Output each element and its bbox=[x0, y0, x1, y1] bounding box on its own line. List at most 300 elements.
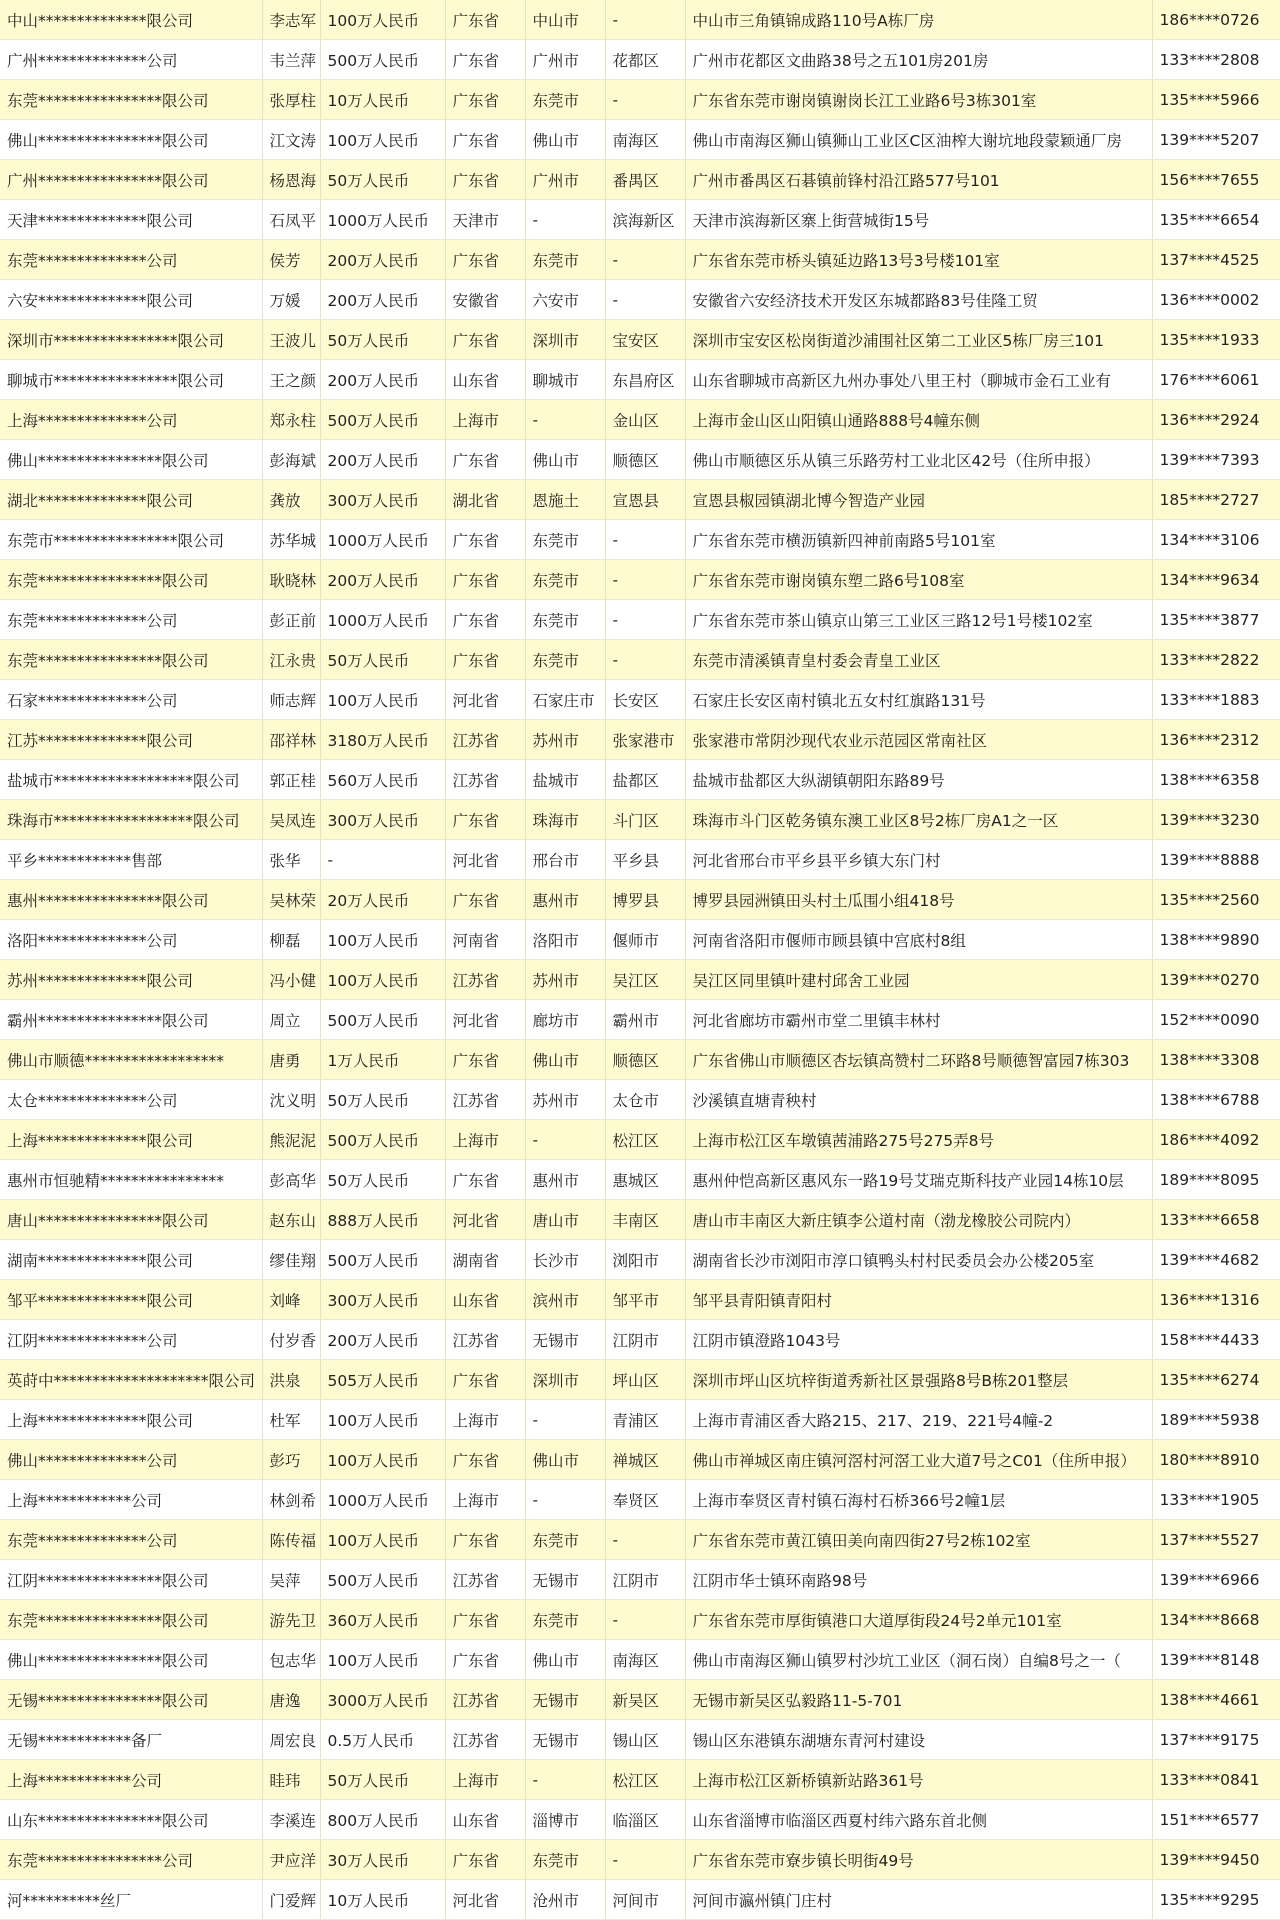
city-cell: 六安市 bbox=[525, 280, 605, 320]
company-name-cell: 山东****************限公司 bbox=[0, 1800, 262, 1840]
city-cell: - bbox=[525, 1480, 605, 1520]
phone-cell: 156****7655 bbox=[1152, 160, 1280, 200]
city-cell: 苏州市 bbox=[525, 960, 605, 1000]
address-cell: 河南省洛阳市偃师市顾县镇中宫底村8组 bbox=[685, 920, 1152, 960]
province-cell: 广东省 bbox=[445, 640, 525, 680]
phone-cell: 134****8668 bbox=[1152, 1600, 1280, 1640]
contact-name-cell: 柳磊 bbox=[262, 920, 320, 960]
phone-cell: 137****4525 bbox=[1152, 240, 1280, 280]
table-row bbox=[0, 1440, 1280, 1480]
city-cell: 无锡市 bbox=[525, 1720, 605, 1760]
company-name-cell: 佛山****************限公司 bbox=[0, 1640, 262, 1680]
table-row bbox=[0, 1520, 1280, 1560]
address-cell: 河北省廊坊市霸州市堂二里镇丰林村 bbox=[685, 1000, 1152, 1040]
district-cell: 松江区 bbox=[605, 1120, 685, 1160]
company-name-cell: 东莞**************公司 bbox=[0, 240, 262, 280]
district-cell: 丰南区 bbox=[605, 1200, 685, 1240]
registered-capital-cell: 200万人民币 bbox=[320, 360, 445, 400]
company-name-cell: 聊城市****************限公司 bbox=[0, 360, 262, 400]
city-cell: 廊坊市 bbox=[525, 1000, 605, 1040]
company-name-cell: 盐城市******************限公司 bbox=[0, 760, 262, 800]
company-name-cell: 中山**************限公司 bbox=[0, 0, 262, 40]
table-row bbox=[0, 280, 1280, 320]
province-cell: 河南省 bbox=[445, 920, 525, 960]
district-cell: 惠城区 bbox=[605, 1160, 685, 1200]
contact-name-cell: 李志军 bbox=[262, 0, 320, 40]
province-cell: 江苏省 bbox=[445, 1680, 525, 1720]
registered-capital-cell: 1000万人民币 bbox=[320, 200, 445, 240]
phone-cell: 139****4682 bbox=[1152, 1240, 1280, 1280]
phone-cell: 133****0841 bbox=[1152, 1760, 1280, 1800]
table-row bbox=[0, 240, 1280, 280]
registered-capital-cell: 200万人民币 bbox=[320, 560, 445, 600]
company-name-cell: 惠州市恒驰精**************** bbox=[0, 1160, 262, 1200]
company-name-cell: 深圳市****************限公司 bbox=[0, 320, 262, 360]
table-row bbox=[0, 1640, 1280, 1680]
company-name-cell: 上海**************限公司 bbox=[0, 1400, 262, 1440]
contact-name-cell: 林剑希 bbox=[262, 1480, 320, 1520]
city-cell: 珠海市 bbox=[525, 800, 605, 840]
district-cell: 太仓市 bbox=[605, 1080, 685, 1120]
province-cell: 江苏省 bbox=[445, 760, 525, 800]
registered-capital-cell: 100万人民币 bbox=[320, 1440, 445, 1480]
city-cell: 聊城市 bbox=[525, 360, 605, 400]
phone-cell: 189****5938 bbox=[1152, 1400, 1280, 1440]
phone-cell: 136****2312 bbox=[1152, 720, 1280, 760]
province-cell: 广东省 bbox=[445, 1600, 525, 1640]
table-row bbox=[0, 320, 1280, 360]
province-cell: 天津市 bbox=[445, 200, 525, 240]
address-cell: 吴江区同里镇叶建村邱舍工业园 bbox=[685, 960, 1152, 1000]
table-row bbox=[0, 160, 1280, 200]
company-name-cell: 珠海市******************限公司 bbox=[0, 800, 262, 840]
phone-cell: 139****3230 bbox=[1152, 800, 1280, 840]
table-row bbox=[0, 520, 1280, 560]
address-cell: 江阴市镇澄路1043号 bbox=[685, 1320, 1152, 1360]
phone-cell: 135****3877 bbox=[1152, 600, 1280, 640]
company-name-cell: 上海************公司 bbox=[0, 1760, 262, 1800]
company-name-cell: 唐山****************限公司 bbox=[0, 1200, 262, 1240]
company-name-cell: 东莞****************公司 bbox=[0, 1840, 262, 1880]
address-cell: 山东省淄博市临淄区西夏村纬六路东首北侧 bbox=[685, 1800, 1152, 1840]
registered-capital-cell: 200万人民币 bbox=[320, 280, 445, 320]
registered-capital-cell: 10万人民币 bbox=[320, 1880, 445, 1920]
city-cell: 唐山市 bbox=[525, 1200, 605, 1240]
city-cell: - bbox=[525, 1400, 605, 1440]
company-name-cell: 平乡************售部 bbox=[0, 840, 262, 880]
province-cell: 广东省 bbox=[445, 320, 525, 360]
address-cell: 广东省东莞市黄江镇田美向南四街27号2栋102室 bbox=[685, 1520, 1152, 1560]
registered-capital-cell: 300万人民币 bbox=[320, 800, 445, 840]
district-cell: - bbox=[605, 280, 685, 320]
city-cell: 无锡市 bbox=[525, 1680, 605, 1720]
province-cell: 上海市 bbox=[445, 1760, 525, 1800]
phone-cell: 135****6274 bbox=[1152, 1360, 1280, 1400]
contact-name-cell: 付岁香 bbox=[262, 1320, 320, 1360]
table-row bbox=[0, 640, 1280, 680]
contact-name-cell: 杜军 bbox=[262, 1400, 320, 1440]
registered-capital-cell: 50万人民币 bbox=[320, 1160, 445, 1200]
address-cell: 珠海市斗门区乾务镇东澳工业区8号2栋厂房A1之一区 bbox=[685, 800, 1152, 840]
city-cell: - bbox=[525, 1760, 605, 1800]
city-cell: 长沙市 bbox=[525, 1240, 605, 1280]
contact-name-cell: 眭玮 bbox=[262, 1760, 320, 1800]
district-cell: - bbox=[605, 560, 685, 600]
province-cell: 安徽省 bbox=[445, 280, 525, 320]
city-cell: 苏州市 bbox=[525, 1080, 605, 1120]
table-row bbox=[0, 680, 1280, 720]
table-row bbox=[0, 760, 1280, 800]
company-name-cell: 湖南**************限公司 bbox=[0, 1240, 262, 1280]
province-cell: 江苏省 bbox=[445, 1080, 525, 1120]
district-cell: 花都区 bbox=[605, 40, 685, 80]
table-row bbox=[0, 1720, 1280, 1760]
district-cell: 新吴区 bbox=[605, 1680, 685, 1720]
contact-name-cell: 师志辉 bbox=[262, 680, 320, 720]
province-cell: 上海市 bbox=[445, 1120, 525, 1160]
address-cell: 佛山市南海区狮山镇罗村沙坑工业区（洞石岗）自编8号之一（ bbox=[685, 1640, 1152, 1680]
city-cell: 东莞市 bbox=[525, 520, 605, 560]
phone-cell: 189****8095 bbox=[1152, 1160, 1280, 1200]
contact-name-cell: 彭海斌 bbox=[262, 440, 320, 480]
district-cell: 顺德区 bbox=[605, 1040, 685, 1080]
contact-name-cell: 沈义明 bbox=[262, 1080, 320, 1120]
table-row bbox=[0, 1040, 1280, 1080]
contact-name-cell: 赵东山 bbox=[262, 1200, 320, 1240]
table-row bbox=[0, 800, 1280, 840]
table-row bbox=[0, 1080, 1280, 1120]
company-name-cell: 广州****************限公司 bbox=[0, 160, 262, 200]
phone-cell: 133****6658 bbox=[1152, 1200, 1280, 1240]
province-cell: 广东省 bbox=[445, 1520, 525, 1560]
phone-cell: 152****0090 bbox=[1152, 1000, 1280, 1040]
address-cell: 东莞市清溪镇青皇村委会青皇工业区 bbox=[685, 640, 1152, 680]
table-row bbox=[0, 0, 1280, 40]
address-cell: 无锡市新吴区弘毅路11-5-701 bbox=[685, 1680, 1152, 1720]
city-cell: 邢台市 bbox=[525, 840, 605, 880]
province-cell: 广东省 bbox=[445, 1440, 525, 1480]
company-name-cell: 英莳中********************限公司 bbox=[0, 1360, 262, 1400]
contact-name-cell: 门爱辉 bbox=[262, 1880, 320, 1920]
registered-capital-cell: 50万人民币 bbox=[320, 1760, 445, 1800]
company-name-cell: 无锡************备厂 bbox=[0, 1720, 262, 1760]
province-cell: 广东省 bbox=[445, 1160, 525, 1200]
registered-capital-cell: 500万人民币 bbox=[320, 400, 445, 440]
province-cell: 广东省 bbox=[445, 120, 525, 160]
contact-name-cell: 邵祥林 bbox=[262, 720, 320, 760]
registered-capital-cell: 50万人民币 bbox=[320, 320, 445, 360]
province-cell: 山东省 bbox=[445, 1800, 525, 1840]
address-cell: 中山市三角镇锦成路110号A栋厂房 bbox=[685, 0, 1152, 40]
city-cell: 沧州市 bbox=[525, 1880, 605, 1920]
district-cell: 斗门区 bbox=[605, 800, 685, 840]
address-cell: 沙溪镇直塘青秧村 bbox=[685, 1080, 1152, 1120]
phone-cell: 136****2924 bbox=[1152, 400, 1280, 440]
registered-capital-cell: 100万人民币 bbox=[320, 960, 445, 1000]
district-cell: 宣恩县 bbox=[605, 480, 685, 520]
province-cell: 广东省 bbox=[445, 800, 525, 840]
company-name-cell: 霸州****************限公司 bbox=[0, 1000, 262, 1040]
phone-cell: 134****9634 bbox=[1152, 560, 1280, 600]
table-row bbox=[0, 1880, 1280, 1920]
registered-capital-cell: 3000万人民币 bbox=[320, 1680, 445, 1720]
table-row bbox=[0, 1320, 1280, 1360]
city-cell: 东莞市 bbox=[525, 240, 605, 280]
phone-cell: 139****9450 bbox=[1152, 1840, 1280, 1880]
registered-capital-cell: 360万人民币 bbox=[320, 1600, 445, 1640]
district-cell: - bbox=[605, 240, 685, 280]
city-cell: 无锡市 bbox=[525, 1320, 605, 1360]
registered-capital-cell: - bbox=[320, 840, 445, 880]
table-row bbox=[0, 1120, 1280, 1160]
registered-capital-cell: 1000万人民币 bbox=[320, 1480, 445, 1520]
district-cell: 江阴市 bbox=[605, 1560, 685, 1600]
address-cell: 佛山市顺德区乐从镇三乐路劳村工业北区42号（住所申报） bbox=[685, 440, 1152, 480]
district-cell: 吴江区 bbox=[605, 960, 685, 1000]
contact-name-cell: 苏华城 bbox=[262, 520, 320, 560]
province-cell: 上海市 bbox=[445, 400, 525, 440]
phone-cell: 135****6654 bbox=[1152, 200, 1280, 240]
phone-cell: 151****6577 bbox=[1152, 1800, 1280, 1840]
district-cell: 邹平市 bbox=[605, 1280, 685, 1320]
district-cell: 青浦区 bbox=[605, 1400, 685, 1440]
address-cell: 广州市番禺区石碁镇前锋村沿江路577号101 bbox=[685, 160, 1152, 200]
province-cell: 湖北省 bbox=[445, 480, 525, 520]
address-cell: 唐山市丰南区大新庄镇李公道村南（渤龙橡胶公司院内） bbox=[685, 1200, 1152, 1240]
contact-name-cell: 唐勇 bbox=[262, 1040, 320, 1080]
district-cell: - bbox=[605, 80, 685, 120]
contact-name-cell: 缪佳翔 bbox=[262, 1240, 320, 1280]
registered-capital-cell: 50万人民币 bbox=[320, 160, 445, 200]
table-row bbox=[0, 1160, 1280, 1200]
province-cell: 广东省 bbox=[445, 1360, 525, 1400]
address-cell: 广东省东莞市寮步镇长明街49号 bbox=[685, 1840, 1152, 1880]
address-cell: 上海市松江区车墩镇茜浦路275号275弄8号 bbox=[685, 1120, 1152, 1160]
company-name-cell: 东莞****************限公司 bbox=[0, 560, 262, 600]
address-cell: 广东省东莞市谢岗镇谢岗长江工业路6号3栋301室 bbox=[685, 80, 1152, 120]
city-cell: 佛山市 bbox=[525, 1640, 605, 1680]
city-cell: 惠州市 bbox=[525, 880, 605, 920]
registered-capital-cell: 300万人民币 bbox=[320, 1280, 445, 1320]
district-cell: 张家港市 bbox=[605, 720, 685, 760]
phone-cell: 133****2822 bbox=[1152, 640, 1280, 680]
company-name-cell: 东莞**************公司 bbox=[0, 1520, 262, 1560]
contact-name-cell: 彭高华 bbox=[262, 1160, 320, 1200]
company-name-cell: 佛山****************限公司 bbox=[0, 440, 262, 480]
address-cell: 广东省东莞市横沥镇新四神前南路5号101室 bbox=[685, 520, 1152, 560]
city-cell: 洛阳市 bbox=[525, 920, 605, 960]
city-cell: 佛山市 bbox=[525, 1040, 605, 1080]
registered-capital-cell: 300万人民币 bbox=[320, 480, 445, 520]
phone-cell: 138****3308 bbox=[1152, 1040, 1280, 1080]
company-name-cell: 广州**************公司 bbox=[0, 40, 262, 80]
province-cell: 江苏省 bbox=[445, 960, 525, 1000]
phone-cell: 133****2808 bbox=[1152, 40, 1280, 80]
province-cell: 上海市 bbox=[445, 1480, 525, 1520]
address-cell: 广东省佛山市顺德区杏坛镇高赞村二环路8号顺德智富园7栋303 bbox=[685, 1040, 1152, 1080]
company-name-cell: 上海**************公司 bbox=[0, 400, 262, 440]
province-cell: 湖南省 bbox=[445, 1240, 525, 1280]
table-row bbox=[0, 1240, 1280, 1280]
district-cell: 锡山区 bbox=[605, 1720, 685, 1760]
company-name-cell: 江阴****************限公司 bbox=[0, 1560, 262, 1600]
city-cell: 佛山市 bbox=[525, 120, 605, 160]
company-name-cell: 惠州****************限公司 bbox=[0, 880, 262, 920]
company-name-cell: 河**********丝厂 bbox=[0, 1880, 262, 1920]
address-cell: 山东省聊城市高新区九州办事处八里王村（聊城市金石工业有 bbox=[685, 360, 1152, 400]
company-name-cell: 天津**************限公司 bbox=[0, 200, 262, 240]
address-cell: 张家港市常阴沙现代农业示范园区常南社区 bbox=[685, 720, 1152, 760]
city-cell: 广州市 bbox=[525, 40, 605, 80]
phone-cell: 138****4661 bbox=[1152, 1680, 1280, 1720]
city-cell: 深圳市 bbox=[525, 1360, 605, 1400]
table-row bbox=[0, 1200, 1280, 1240]
phone-cell: 176****6061 bbox=[1152, 360, 1280, 400]
contact-name-cell: 江永贵 bbox=[262, 640, 320, 680]
city-cell: 盐城市 bbox=[525, 760, 605, 800]
table-row bbox=[0, 920, 1280, 960]
registered-capital-cell: 30万人民币 bbox=[320, 1840, 445, 1880]
district-cell: - bbox=[605, 1600, 685, 1640]
province-cell: 广东省 bbox=[445, 880, 525, 920]
province-cell: 河北省 bbox=[445, 1000, 525, 1040]
table-row bbox=[0, 1560, 1280, 1600]
district-cell: 长安区 bbox=[605, 680, 685, 720]
district-cell: 河间市 bbox=[605, 1880, 685, 1920]
phone-cell: 158****4433 bbox=[1152, 1320, 1280, 1360]
district-cell: 滨海新区 bbox=[605, 200, 685, 240]
table-row bbox=[0, 200, 1280, 240]
company-name-cell: 六安**************限公司 bbox=[0, 280, 262, 320]
company-name-cell: 东莞****************限公司 bbox=[0, 1600, 262, 1640]
contact-name-cell: 尹应洋 bbox=[262, 1840, 320, 1880]
address-cell: 深圳市坪山区坑梓街道秀新社区景强路8号B栋201整层 bbox=[685, 1360, 1152, 1400]
city-cell: 广州市 bbox=[525, 160, 605, 200]
district-cell: - bbox=[605, 1520, 685, 1560]
registered-capital-cell: 888万人民币 bbox=[320, 1200, 445, 1240]
province-cell: 山东省 bbox=[445, 360, 525, 400]
company-name-cell: 石家**************公司 bbox=[0, 680, 262, 720]
registered-capital-cell: 560万人民币 bbox=[320, 760, 445, 800]
registered-capital-cell: 0.5万人民币 bbox=[320, 1720, 445, 1760]
address-cell: 广州市花都区文曲路38号之五101房201房 bbox=[685, 40, 1152, 80]
province-cell: 河北省 bbox=[445, 840, 525, 880]
address-cell: 博罗县园洲镇田头村土瓜围小组418号 bbox=[685, 880, 1152, 920]
address-cell: 盐城市盐都区大纵湖镇朝阳东路89号 bbox=[685, 760, 1152, 800]
registered-capital-cell: 200万人民币 bbox=[320, 1320, 445, 1360]
phone-cell: 135****2560 bbox=[1152, 880, 1280, 920]
contact-name-cell: 耿晓林 bbox=[262, 560, 320, 600]
registered-capital-cell: 500万人民币 bbox=[320, 1240, 445, 1280]
district-cell: - bbox=[605, 600, 685, 640]
registered-capital-cell: 50万人民币 bbox=[320, 1080, 445, 1120]
company-name-cell: 佛山**************公司 bbox=[0, 1440, 262, 1480]
contact-name-cell: 周宏良 bbox=[262, 1720, 320, 1760]
district-cell: 禅城区 bbox=[605, 1440, 685, 1480]
city-cell: 惠州市 bbox=[525, 1160, 605, 1200]
address-cell: 深圳市宝安区松岗街道沙浦围社区第二工业区5栋厂房三101 bbox=[685, 320, 1152, 360]
district-cell: 江阴市 bbox=[605, 1320, 685, 1360]
contact-name-cell: 周立 bbox=[262, 1000, 320, 1040]
address-cell: 广东省东莞市茶山镇京山第三工业区三路12号1号楼102室 bbox=[685, 600, 1152, 640]
contact-name-cell: 江文涛 bbox=[262, 120, 320, 160]
city-cell: 东莞市 bbox=[525, 600, 605, 640]
table-row bbox=[0, 480, 1280, 520]
contact-name-cell: 彭正前 bbox=[262, 600, 320, 640]
registered-capital-cell: 10万人民币 bbox=[320, 80, 445, 120]
company-name-cell: 上海************公司 bbox=[0, 1480, 262, 1520]
company-name-cell: 东莞**************公司 bbox=[0, 600, 262, 640]
city-cell: 东莞市 bbox=[525, 640, 605, 680]
table-row bbox=[0, 1000, 1280, 1040]
phone-cell: 138****9890 bbox=[1152, 920, 1280, 960]
phone-cell: 186****0726 bbox=[1152, 0, 1280, 40]
contact-name-cell: 王之颜 bbox=[262, 360, 320, 400]
address-cell: 上海市金山区山阳镇山通路888号4幢东侧 bbox=[685, 400, 1152, 440]
district-cell: 坪山区 bbox=[605, 1360, 685, 1400]
province-cell: 广东省 bbox=[445, 1840, 525, 1880]
address-cell: 广东省东莞市谢岗镇东塑二路6号108室 bbox=[685, 560, 1152, 600]
province-cell: 广东省 bbox=[445, 560, 525, 600]
district-cell: - bbox=[605, 640, 685, 680]
address-cell: 天津市滨海新区寨上街营城街15号 bbox=[685, 200, 1152, 240]
address-cell: 佛山市南海区狮山镇狮山工业区C区油榨大谢坑地段蒙颖通厂房 bbox=[685, 120, 1152, 160]
company-name-cell: 江苏**************限公司 bbox=[0, 720, 262, 760]
company-name-cell: 湖北**************限公司 bbox=[0, 480, 262, 520]
registered-capital-cell: 500万人民币 bbox=[320, 1560, 445, 1600]
district-cell: 奉贤区 bbox=[605, 1480, 685, 1520]
phone-cell: 180****8910 bbox=[1152, 1440, 1280, 1480]
district-cell: - bbox=[605, 0, 685, 40]
contact-name-cell: 张厚柱 bbox=[262, 80, 320, 120]
table-row bbox=[0, 1480, 1280, 1520]
phone-cell: 133****1905 bbox=[1152, 1480, 1280, 1520]
contact-name-cell: 王波儿 bbox=[262, 320, 320, 360]
province-cell: 广东省 bbox=[445, 520, 525, 560]
phone-cell: 137****9175 bbox=[1152, 1720, 1280, 1760]
table-row bbox=[0, 960, 1280, 1000]
registered-capital-cell: 100万人民币 bbox=[320, 1520, 445, 1560]
district-cell: 偃师市 bbox=[605, 920, 685, 960]
company-name-cell: 邹平**************限公司 bbox=[0, 1280, 262, 1320]
phone-cell: 134****3106 bbox=[1152, 520, 1280, 560]
district-cell: 临淄区 bbox=[605, 1800, 685, 1840]
province-cell: 河北省 bbox=[445, 1200, 525, 1240]
district-cell: 顺德区 bbox=[605, 440, 685, 480]
phone-cell: 139****8148 bbox=[1152, 1640, 1280, 1680]
province-cell: 山东省 bbox=[445, 1280, 525, 1320]
address-cell: 佛山市禅城区南庄镇河滘村河滘工业大道7号之C01（住所申报） bbox=[685, 1440, 1152, 1480]
district-cell: 南海区 bbox=[605, 120, 685, 160]
phone-cell: 137****5527 bbox=[1152, 1520, 1280, 1560]
registered-capital-cell: 500万人民币 bbox=[320, 40, 445, 80]
registered-capital-cell: 100万人民币 bbox=[320, 120, 445, 160]
contact-name-cell: 杨恩海 bbox=[262, 160, 320, 200]
district-cell: 宝安区 bbox=[605, 320, 685, 360]
address-cell: 石家庄长安区南村镇北五女村红旗路131号 bbox=[685, 680, 1152, 720]
company-name-cell: 太仓**************公司 bbox=[0, 1080, 262, 1120]
district-cell: 霸州市 bbox=[605, 1000, 685, 1040]
city-cell: 东莞市 bbox=[525, 560, 605, 600]
table-row bbox=[0, 560, 1280, 600]
province-cell: 广东省 bbox=[445, 0, 525, 40]
city-cell: 东莞市 bbox=[525, 80, 605, 120]
table-row bbox=[0, 1360, 1280, 1400]
city-cell: - bbox=[525, 200, 605, 240]
phone-cell: 139****5207 bbox=[1152, 120, 1280, 160]
district-cell: 番禺区 bbox=[605, 160, 685, 200]
city-cell: 佛山市 bbox=[525, 1440, 605, 1480]
